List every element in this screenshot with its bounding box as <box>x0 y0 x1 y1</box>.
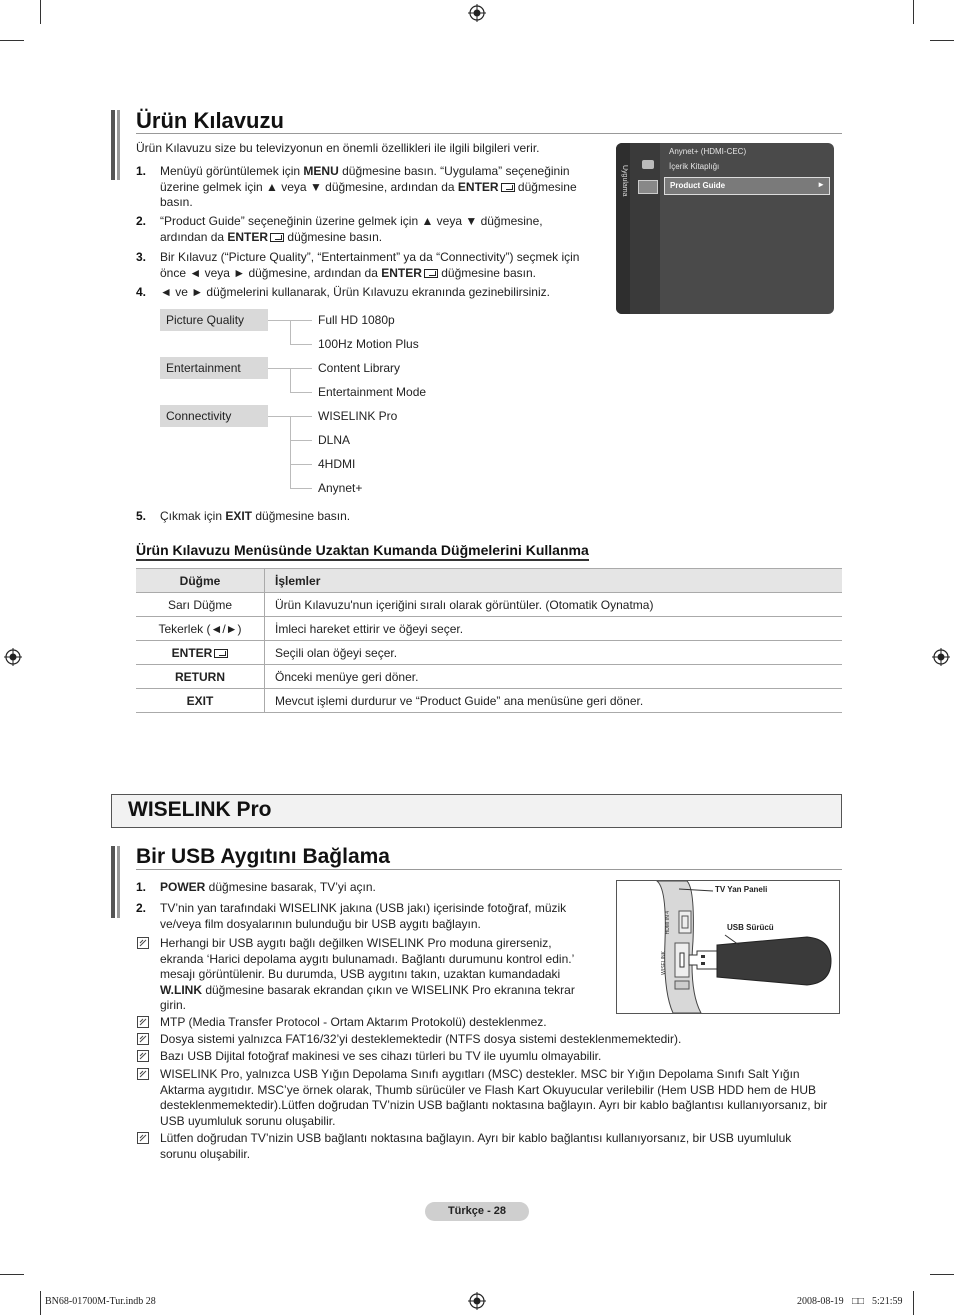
anynet-icon <box>642 160 654 169</box>
crop-mark <box>913 1291 914 1315</box>
registration-mark-icon <box>468 1292 486 1310</box>
table-cell: Sarı Düğme <box>136 593 265 617</box>
usb-note-2: MTP (Media Transfer Protocol - Ortam Aktarım Protokolü) desteklenmez. <box>160 1015 547 1029</box>
enter-icon <box>270 233 284 242</box>
guide-item: DLNA <box>318 433 351 447</box>
step-number: 1. <box>136 880 147 894</box>
guide-category: Connectivity <box>160 405 268 427</box>
usb-step-2: TV’nin yan tarafındaki WISELINK jakına (USB jakı) içerisinde fotoğraf, müzik ve/veya film dosyalarının bulunduğu bir USB aygıtı bağlayın. <box>160 901 567 931</box>
step-number: 3. <box>136 250 147 264</box>
note-icon <box>137 937 149 949</box>
menu-side-label: Uygulama <box>621 165 628 197</box>
section-title: Ürün Kılavuzu <box>136 108 284 133</box>
wiselink-port-label: WISELINK <box>661 951 667 975</box>
note-icon <box>137 1050 149 1062</box>
step-3-text: Bir Kılavuz (“Picture Quality”, “Entertainment” ya da “Connectivity”) seçmek için önce ◄ veya ► düğmesine, ardından da ENTER düğmesine basın. <box>160 250 580 280</box>
table-cell: Ürün Kılavuzu'nun içeriğini sıralı olarak görüntüler. (Otomatik Oynatma) <box>265 593 843 617</box>
enter-icon <box>214 649 228 658</box>
tree-connector <box>290 488 312 489</box>
menu-item: Anynet+ (HDMI-CEC) <box>669 147 747 156</box>
subsection-title: Ürün Kılavuzu Menüsünde Uzaktan Kumanda Düğmelerini Kullanma <box>136 542 589 561</box>
tree-connector <box>268 416 290 417</box>
note-icon <box>137 1068 149 1080</box>
page-number-badge: Türkçe - 28 <box>425 1202 529 1221</box>
print-time: 5:21:59 <box>872 1296 903 1307</box>
section-bar <box>111 846 115 918</box>
application-icon <box>638 180 658 194</box>
usb-note-1: Herhangi bir USB aygıtı bağlı değilken WISELINK Pro moduna girerseniz, ekranda ‘Harici depolama aygıtı bulunamadı. Bağlantı durumunu kontrol edin.’ mesajı görüntülenir. Bu durumda, USB aygıtını takın, uzaktan kumandadaki W.LINK düğmesine basarak ekrandan çıkın ve WISELINK Pro ekranına tekrar girin. <box>160 936 575 1012</box>
tree-connector <box>290 440 312 441</box>
step-4-text: ◄ ve ► düğmelerini kullanarak, Ürün Kılavuzu ekranında gezinebilirsiniz. <box>160 285 550 299</box>
tree-connector <box>290 320 291 344</box>
table-cell: ENTER <box>136 641 265 665</box>
section-title: WISELINK Pro <box>128 798 272 821</box>
menu-item-label: Product Guide <box>670 181 726 190</box>
table-cell: Tekerlek (◄/►) <box>136 617 265 641</box>
tv-side-panel-label: TV Yan Paneli <box>715 885 768 894</box>
enter-icon <box>424 269 438 278</box>
note-icon <box>137 1132 149 1144</box>
crop-mark <box>40 0 41 24</box>
guide-item: 4HDMI <box>318 457 356 471</box>
table-header: İşlemler <box>265 569 843 593</box>
hdmi-port-label: HDMI IN 4 <box>665 911 671 935</box>
tv-menu-screenshot <box>616 143 834 314</box>
table-row <box>136 665 842 689</box>
table-row <box>136 593 842 617</box>
crop-mark <box>930 1274 954 1275</box>
step-number: 2. <box>136 214 147 228</box>
tree-connector <box>290 392 312 393</box>
intro-text: Ürün Kılavuzu size bu televizyonun en önemli özellikleri ile ilgili bilgileri verir. <box>136 141 540 155</box>
table-row <box>136 617 842 641</box>
table-cell: İmleci hareket ettirir ve öğeyi seçer. <box>265 617 843 641</box>
note-icon <box>137 1016 149 1028</box>
wiselink-title-box <box>111 794 842 828</box>
tree-connector <box>268 368 290 369</box>
registration-mark-icon <box>4 648 22 666</box>
guide-item: Anynet+ <box>318 481 363 495</box>
table-cell: Önceki menüye geri döner. <box>265 665 843 689</box>
usb-note-3: Dosya sistemi yalnızca FAT16/32’yi desteklemektedir (NTFS dosya sistemi desteklenmemektedir). <box>160 1032 682 1046</box>
tree-connector <box>290 368 291 392</box>
title-rule <box>136 869 842 870</box>
print-date: 2008-08-19 <box>797 1296 844 1307</box>
registration-mark-icon <box>932 648 950 666</box>
step-1-text: Menüyü görüntülemek için MENU düğmesine basın. “Uygulama” seçeneğinin üzerine gelmek için ▲ veya ▼ düğmesine, ardından da ENTER düğmesine basın. <box>160 164 577 209</box>
crop-mark <box>0 40 24 41</box>
crop-mark <box>913 0 914 24</box>
step-2-text: “Product Guide” seçeneğinin üzerine gelmek için ▲ veya ▼ düğmesine, ardından da ENTER düğmesine basın. <box>160 214 543 244</box>
file-name: BN68-01700M-Tur.indb 28 <box>45 1296 156 1307</box>
tree-connector <box>290 368 312 369</box>
table-cell: EXIT <box>136 689 265 713</box>
tree-connector <box>290 416 312 417</box>
crop-mark <box>930 40 954 41</box>
table-row <box>136 689 842 713</box>
table-row <box>136 641 842 665</box>
guide-item: Full HD 1080p <box>318 313 395 327</box>
guide-item: Content Library <box>318 361 401 375</box>
tree-connector <box>268 320 290 321</box>
menu-item: İçerik Kitaplığı <box>669 162 720 171</box>
section-bar <box>117 110 120 180</box>
step-number: 5. <box>136 509 147 523</box>
tv-side-panel-illustration <box>617 881 839 1013</box>
tree-connector <box>290 416 291 488</box>
remote-buttons-table <box>136 568 842 713</box>
usb-drive-label: USB Sürücü <box>727 923 774 932</box>
usb-note-4: Bazı USB Dijital fotoğraf makinesi ve ses cihazı türleri bu TV ile uyumlu olmayabilir. <box>160 1049 602 1063</box>
title-rule <box>136 133 842 134</box>
step-5-text: Çıkmak için EXIT düğmesine basın. <box>160 509 351 523</box>
usb-note-6: Lütfen doğrudan TV’nizin USB bağlantı noktasına bağlayın. Ayrı bir kablo bağlantısı kullanıyorsanız, bir USB uyumluluk sorunu oluşabilir. <box>160 1131 792 1161</box>
print-date-glyphs: □□ <box>852 1296 865 1307</box>
guide-item: WISELINK Pro <box>318 409 398 423</box>
section-title: Bir USB Aygıtını Bağlama <box>136 845 390 868</box>
guide-item: 100Hz Motion Plus <box>318 337 419 351</box>
section-bar <box>117 846 120 918</box>
crop-mark <box>0 1274 24 1275</box>
registration-mark-icon <box>468 4 486 22</box>
section-bar <box>111 110 115 180</box>
tree-connector <box>290 344 312 345</box>
table-cell: Seçili olan öğeyi seçer. <box>265 641 843 665</box>
table-header: Düğme <box>136 569 265 593</box>
note-icon <box>137 1033 149 1045</box>
table-header-row <box>136 569 842 593</box>
right-arrow-icon: ► <box>817 180 825 189</box>
guide-category: Entertainment <box>160 357 268 379</box>
tree-connector <box>290 320 312 321</box>
step-number: 4. <box>136 285 147 299</box>
crop-mark <box>40 1291 41 1315</box>
tree-connector <box>290 464 312 465</box>
table-cell: RETURN <box>136 665 265 689</box>
table-cell: Mevcut işlemi durdurur ve “Product Guide” ana menüsüne geri döner. <box>265 689 843 713</box>
usb-step-1: POWER düğmesine basarak, TV’yi açın. <box>160 880 376 894</box>
enter-icon <box>501 183 515 192</box>
step-number: 1. <box>136 164 147 178</box>
usb-note-5: WISELINK Pro, yalnızca USB Yığın Depolama Sınıfı aygıtları (MSC) destekler. MSC bir Yığın Depolama Sınıfı Salt Yığın Aktarma aygıtıdır. MSC’ye örnek olarak, Thumb sürücüler ve Flash Kart Okuyucular verilebilir (Hem USB HDD hem de HUB desteklenmemektedir).Lütfen doğrudan TV’nizin USB bağlantı noktasına bağlayın. Ayrı bir kablo bağlantısı kullanıyorsanız, bir USB uyumluluk sorunu oluşabilir. <box>160 1067 828 1128</box>
guide-category: Picture Quality <box>160 309 268 331</box>
guide-item: Entertainment Mode <box>318 385 427 399</box>
menu-item-selected <box>664 177 830 195</box>
step-number: 2. <box>136 901 147 915</box>
usb-diagram <box>616 880 840 1014</box>
